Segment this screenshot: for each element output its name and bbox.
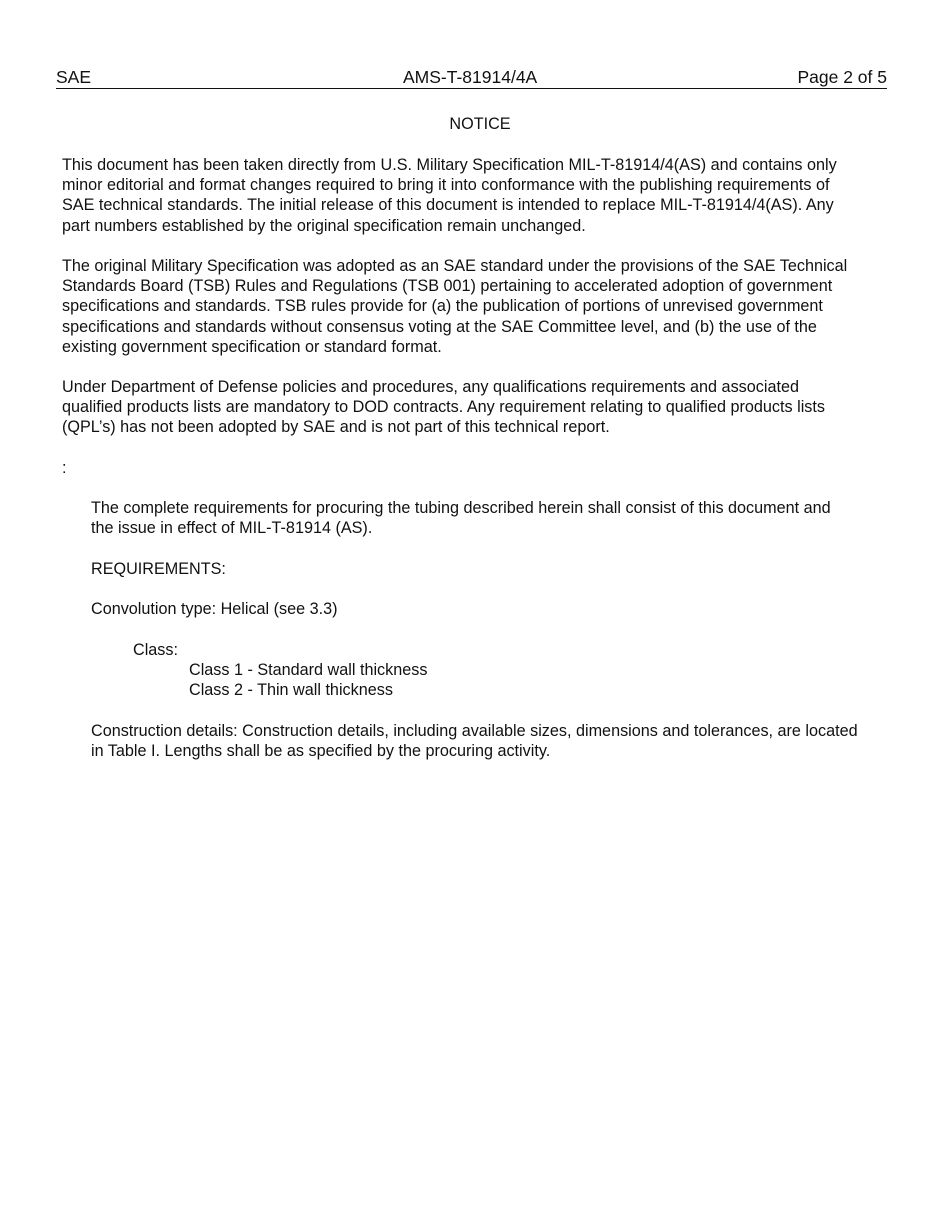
class-item-2: Class 2 - Thin wall thickness [189,681,393,699]
header-page-number: Page 2 of 5 [797,67,887,87]
class-item-1: Class 1 - Standard wall thickness [189,661,428,679]
header-doc-number: AMS-T-81914/4A [403,67,538,87]
construction-details: Construction details: Construction details, including available sizes, dimensions and tolerances, are located in Table I. Lengths shall be as specified by the procuring activity. [91,722,858,761]
header-org: SAE [56,67,92,87]
convolution-type: Convolution type: Helical (see 3.3) [91,600,338,618]
page-header [56,67,887,89]
notice-paragraph-3: Under Department of Defense policies and procedures, any qualifications requirements and associated qualified products lists are mandatory to DOD contracts. Any requirement relating to qualified products lists (QPL’s) has not been adopted by SAE and is not part of this technical report. [62,378,825,437]
notice-title: NOTICE [449,115,511,133]
requirements-heading: REQUIREMENTS: [91,560,226,578]
stray-colon: : [62,459,67,477]
intro-paragraph: The complete requirements for procuring the tubing described herein shall consist of this document and the issue in effect of MIL-T-81914 (AS). [91,499,831,538]
class-label: Class: [133,641,178,659]
notice-paragraph-1: This document has been taken directly from U.S. Military Specification MIL-T-81914/4(AS) and contains only minor editorial and format changes required to bring it into conformance with the publishing requirements of SAE technical standards. The initial release of this document is intended to replace MIL-T-81914/4(AS). Any part numbers established by the original specification remain unchanged. [62,156,837,235]
notice-paragraph-2: The original Military Specification was adopted as an SAE standard under the provisions of the SAE Technical Standards Board (TSB) Rules and Regulations (TSB 001) pertaining to accelerated adoption of government specifications and standards. TSB rules provide for (a) the publication of portions of unrevised government specifications and standards without consensus voting at the SAE Committee level, and (b) the use of the existing government specification or standard format. [62,257,848,356]
